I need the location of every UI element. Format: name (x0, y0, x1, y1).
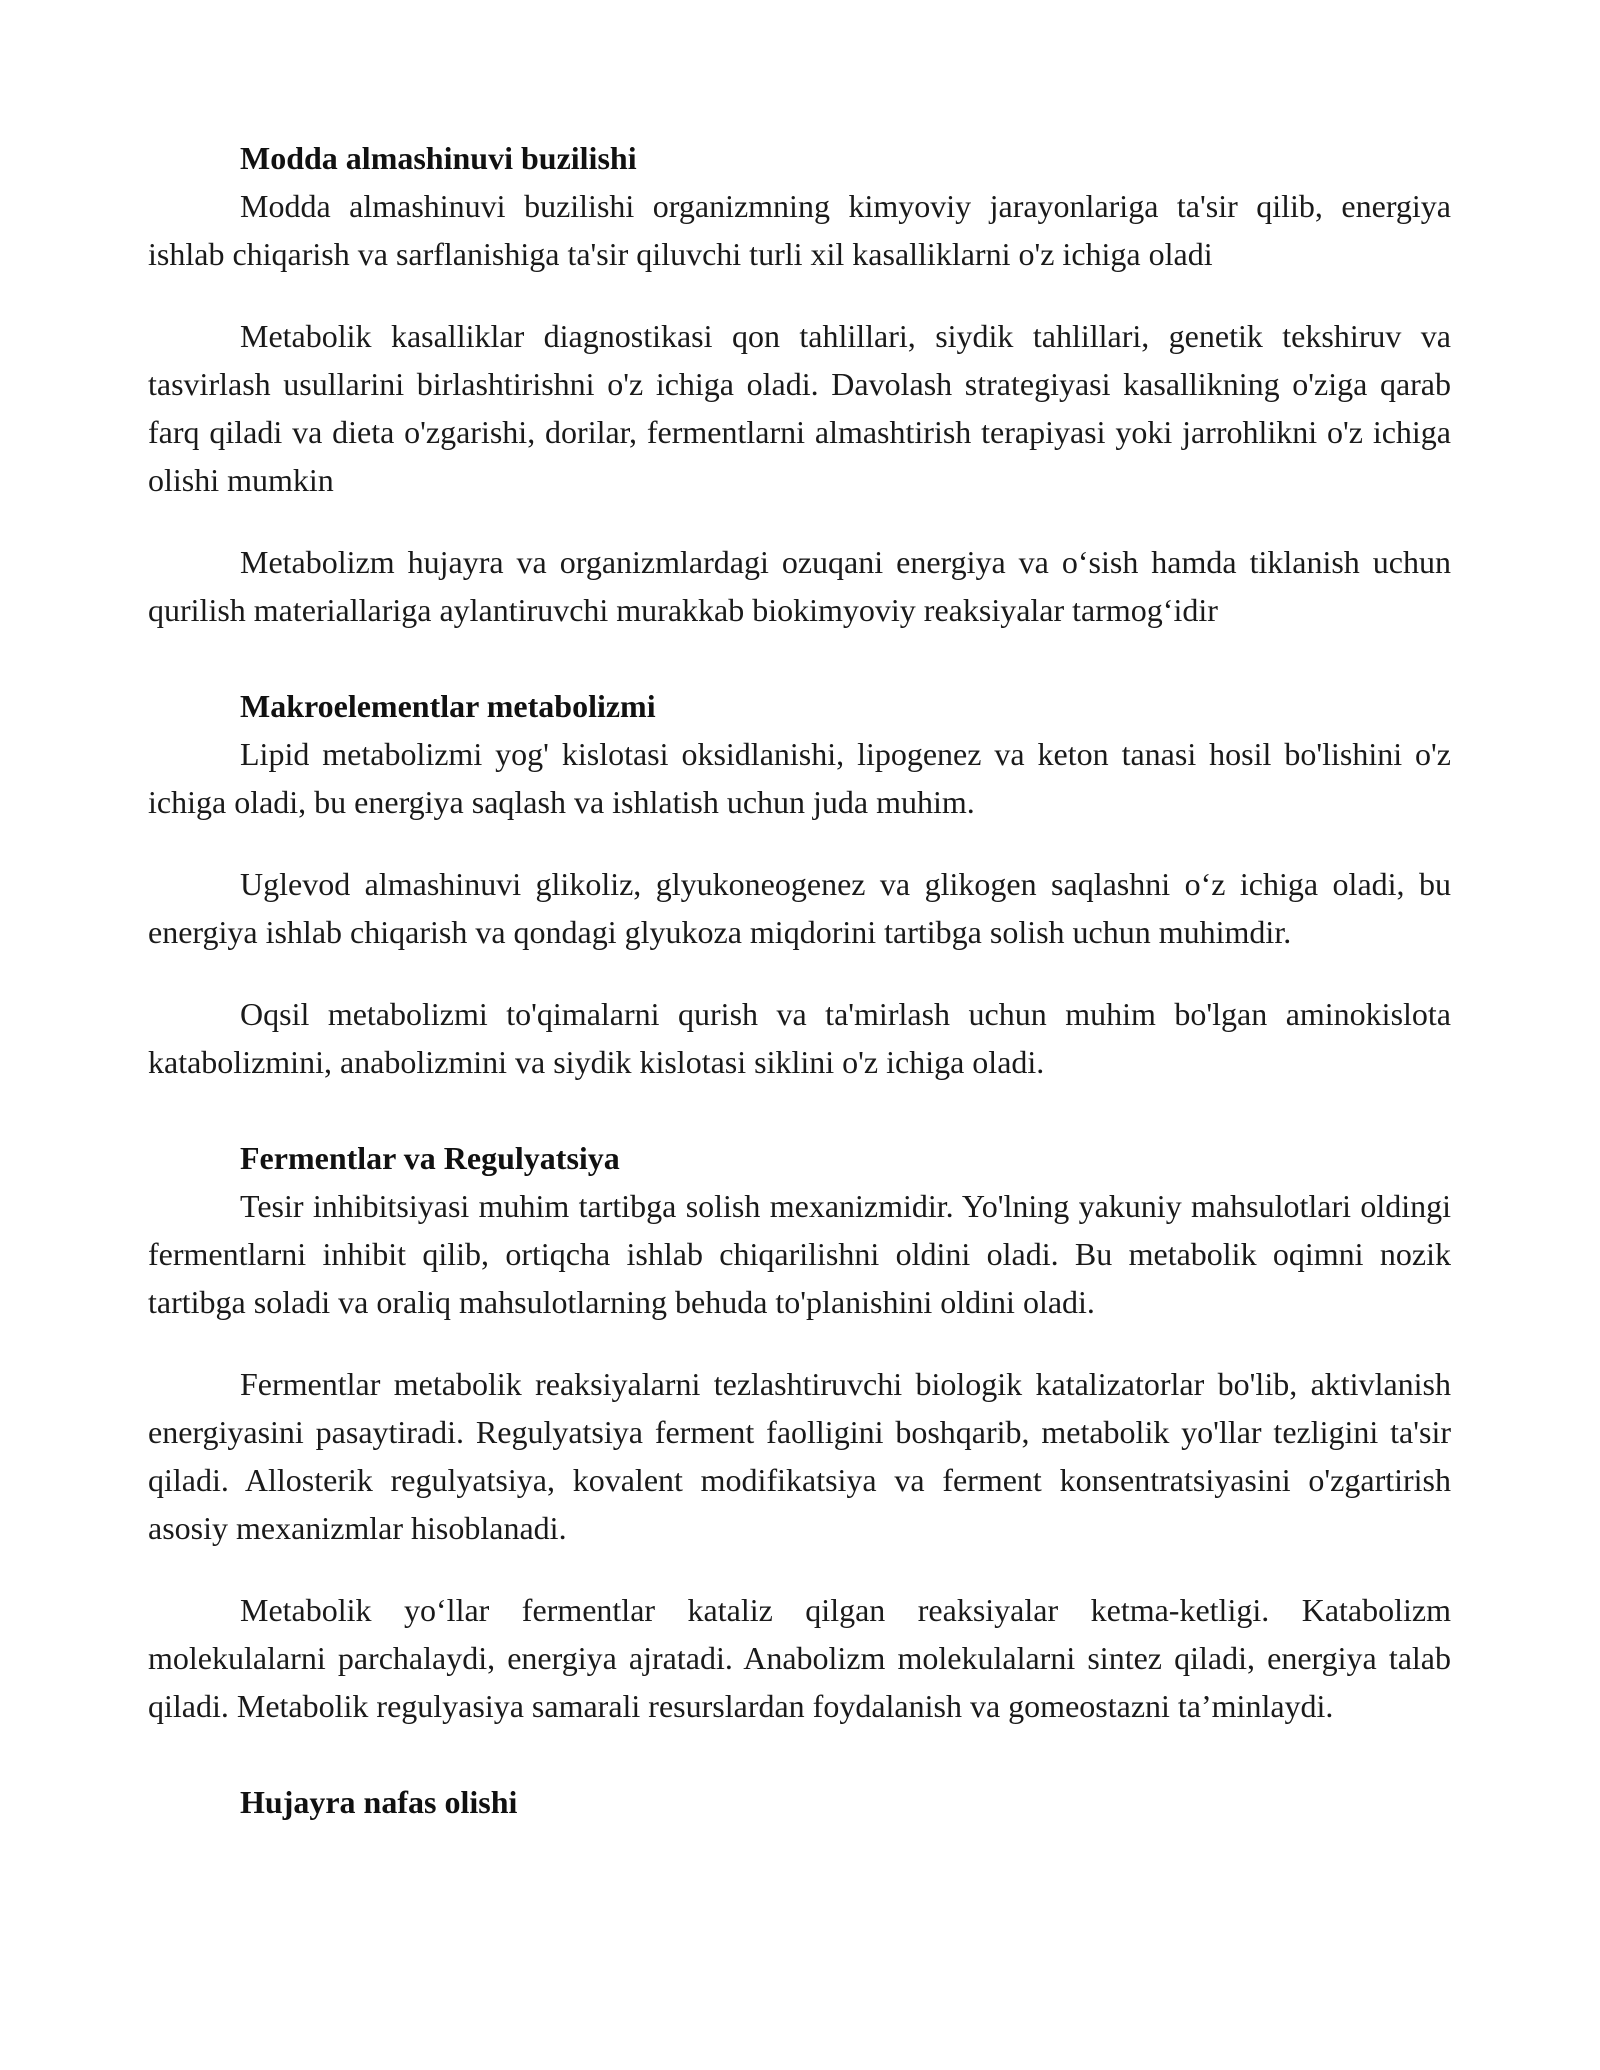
section-heading: Hujayra nafas olishi (240, 1784, 518, 1820)
paragraph: Uglevod almashinuvi glikoliz, glyukoneogenez va glikogen saqlashni o‘z ichiga oladi, bu energiya ishlab chiqarish va qondagi glyukoza miqdorini tartibga solish uchun muhimdir. (148, 866, 1451, 950)
document-body (148, 134, 1451, 1826)
section-heading: Modda almashinuvi buzilishi (240, 140, 637, 176)
section-heading: Makroelementlar metabolizmi (240, 688, 656, 724)
section-heading: Fermentlar va Regulyatsiya (240, 1140, 620, 1176)
paragraph: Tesir inhibitsiyasi muhim tartibga solish mexanizmidir. Yo'lning yakuniy mahsulotlari oldingi fermentlarni inhibit qilib, ortiqcha ishlab chiqarilishni oldini oladi. Bu metabolik oqimni nozik tartibga soladi va oraliq mahsulotlarning behuda to'planishini oldini oladi. (148, 1188, 1451, 1320)
paragraph: Metabolik yo‘llar fermentlar kataliz qilgan reaksiyalar ketma-ketligi. Katabolizm molekulalarni parchalaydi, energiya ajratadi. Anabolizm molekulalarni sintez qiladi, energiya talab qiladi. Metabolik regulyasiya samarali resurslardan foydalanish va gomeostazni ta’minlaydi. (148, 1592, 1451, 1724)
paragraph: Modda almashinuvi buzilishi organizmning kimyoviy jarayonlariga ta'sir qilib, energiya ishlab chiqarish va sarflanishiga ta'sir qiluvchi turli xil kasalliklarni o'z ichiga oladi (148, 188, 1451, 272)
paragraph: Lipid metabolizmi yog' kislotasi oksidlanishi, lipogenez va keton tanasi hosil bo'lishini o'z ichiga oladi, bu energiya saqlash va ishlatish uchun juda muhim. (148, 736, 1451, 820)
paragraph: Fermentlar metabolik reaksiyalarni tezlashtiruvchi biologik katalizatorlar bo'lib, aktivlanish energiyasini pasaytiradi. Regulyatsiya ferment faolligini boshqarib, metabolik yo'llar tezligini ta'sir qiladi. Allosterik regulyatsiya, kovalent modifikatsiya va ferment konsentratsiyasini o'zgartirish asosiy mexanizmlar hisoblanadi. (148, 1366, 1451, 1546)
paragraph: Oqsil metabolizmi to'qimalarni qurish va ta'mirlash uchun muhim bo'lgan aminokislota katabolizmini, anabolizmini va siydik kislotasi siklini o'z ichiga oladi. (148, 996, 1451, 1080)
paragraph: Metabolik kasalliklar diagnostikasi qon tahlillari, siydik tahlillari, genetik tekshiruv va tasvirlash usullarini birlashtirishni o'z ichiga oladi. Davolash strategiyasi kasallikning o'ziga qarab farq qiladi va dieta o'zgarishi, dorilar, fermentlarni almashtirish terapiyasi yoki jarrohlikni o'z ichiga olishi mumkin (148, 318, 1451, 498)
paragraph: Metabolizm hujayra va organizmlardagi ozuqani energiya va o‘sish hamda tiklanish uchun qurilish materiallariga aylantiruvchi murakkab biokimyoviy reaksiyalar tarmog‘idir (148, 544, 1451, 628)
